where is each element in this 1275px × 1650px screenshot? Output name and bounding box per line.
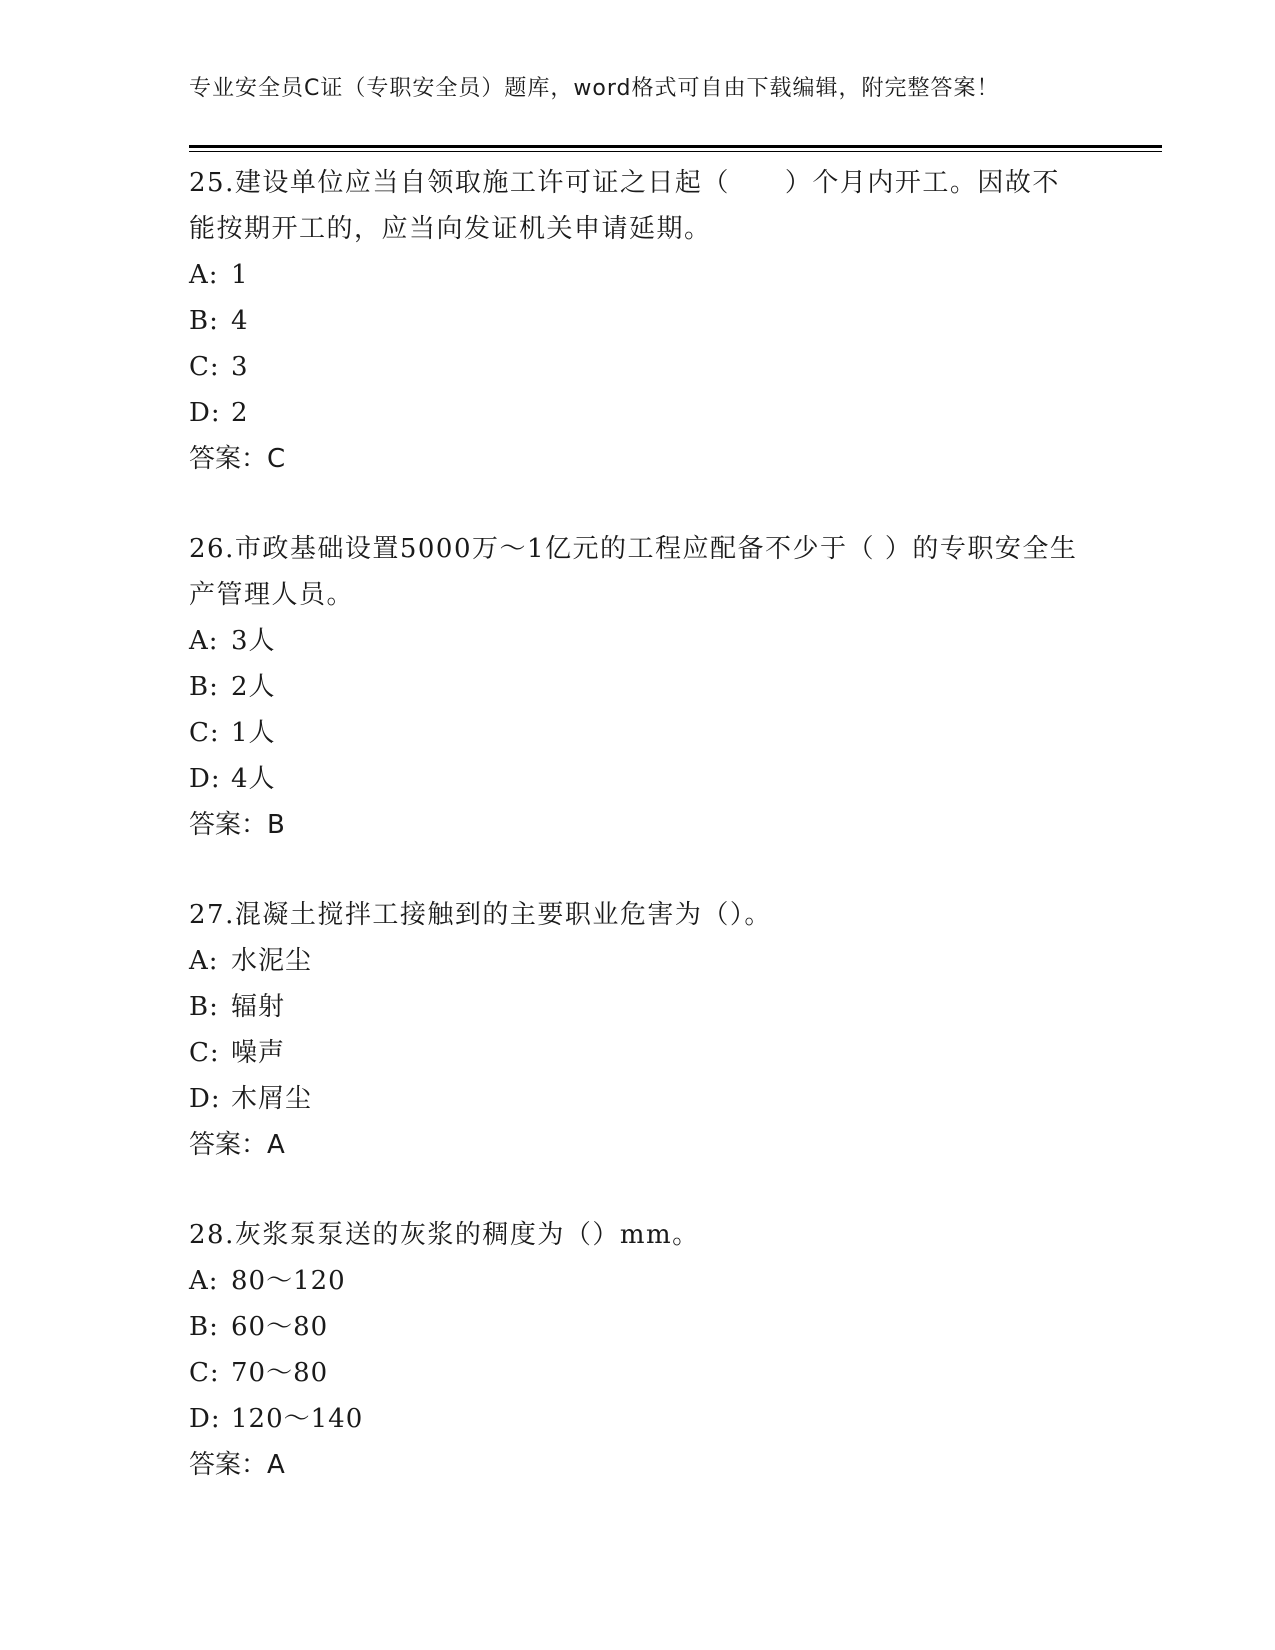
option-text: 4: [231, 306, 249, 336]
option-text: 噪声: [231, 1038, 286, 1068]
option-b: [189, 984, 1089, 1030]
option-c: [189, 344, 1089, 390]
option-text: 2人: [231, 672, 276, 702]
option-letter: B:: [189, 992, 219, 1022]
question-spacer: [189, 848, 1089, 892]
option-a: [189, 1258, 1089, 1304]
option-letter: B:: [189, 306, 219, 336]
option-letter: D:: [189, 764, 221, 794]
question-27: [189, 892, 1089, 1168]
option-text: 1: [231, 260, 249, 290]
page-header: 专业安全员C证（专职安全员）题库，word格式可自由下载编辑，附完整答案！: [189, 76, 1000, 101]
option-text: 60～80: [231, 1312, 329, 1342]
option-c: [189, 1030, 1089, 1076]
option-letter: B:: [189, 672, 219, 702]
option-text: 辐射: [231, 992, 286, 1022]
option-d: [189, 1076, 1089, 1122]
option-text: 水泥尘: [231, 946, 313, 976]
header-divider-thin: [189, 151, 1162, 152]
option-text: 1人: [231, 718, 276, 748]
question-stem: 26.市政基础设置5000万～1亿元的工程应配备不少于（ ）的专职安全生产管理人员。: [189, 534, 1078, 610]
question-28: [189, 1212, 1089, 1488]
answer-line: 答案：A: [189, 1130, 285, 1160]
option-letter: A:: [189, 260, 219, 290]
option-text: 80～120: [231, 1266, 346, 1296]
option-text: 木屑尘: [231, 1084, 313, 1114]
option-letter: B:: [189, 1312, 219, 1342]
option-d: [189, 1396, 1089, 1442]
header-divider-thick: [189, 145, 1162, 148]
option-text: 120～140: [231, 1404, 364, 1434]
option-letter: A:: [189, 626, 219, 656]
option-letter: A:: [189, 1266, 219, 1296]
option-b: [189, 664, 1089, 710]
answer-line: 答案：A: [189, 1450, 285, 1480]
question-stem: 28.灰浆泵泵送的灰浆的稠度为（）mm。: [189, 1220, 700, 1250]
option-b: [189, 298, 1089, 344]
option-letter: D:: [189, 398, 221, 428]
option-text: 3人: [231, 626, 276, 656]
option-a: [189, 938, 1089, 984]
option-letter: A:: [189, 946, 219, 976]
option-d: [189, 756, 1089, 802]
option-b: [189, 1304, 1089, 1350]
option-c: [189, 710, 1089, 756]
option-text: 4人: [231, 764, 276, 794]
option-letter: D:: [189, 1084, 221, 1114]
question-spacer: [189, 1168, 1089, 1212]
question-25: [189, 160, 1089, 482]
option-a: [189, 618, 1089, 664]
option-d: [189, 390, 1089, 436]
option-letter: C:: [189, 352, 220, 382]
question-26: [189, 526, 1089, 848]
option-a: [189, 252, 1089, 298]
option-c: [189, 1350, 1089, 1396]
answer-line: 答案：C: [189, 444, 286, 474]
option-text: 2: [231, 398, 249, 428]
option-text: 3: [231, 352, 249, 382]
option-letter: C:: [189, 1038, 220, 1068]
option-letter: C:: [189, 718, 220, 748]
answer-line: 答案：B: [189, 810, 285, 840]
question-stem: 27.混凝土搅拌工接触到的主要职业危害为（）。: [189, 900, 772, 930]
question-spacer: [189, 482, 1089, 526]
option-text: 70～80: [231, 1358, 329, 1388]
option-letter: C:: [189, 1358, 220, 1388]
question-list: [189, 160, 1089, 1488]
option-letter: D:: [189, 1404, 221, 1434]
question-stem: 25.建设单位应当自领取施工许可证之日起（ ）个月内开工。因故不能按期开工的，应当向发证机关申请延期。: [189, 168, 1060, 244]
